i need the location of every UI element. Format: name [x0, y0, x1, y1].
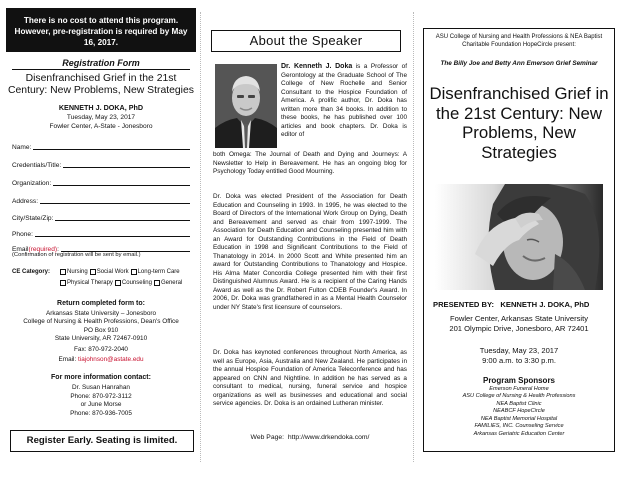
event-date-location	[6, 114, 196, 132]
long-term-care-checkbox[interactable]	[131, 269, 137, 275]
physical-therapy-option: Physical Therapy	[67, 279, 113, 286]
program-sponsors-title: Program Sponsors	[482, 376, 555, 385]
required-marker: (required)	[28, 246, 58, 253]
address-line[interactable]	[40, 203, 190, 204]
confirmation-note: (Confirmation of registration will be sent by email.)	[12, 252, 141, 258]
city-line[interactable]	[55, 220, 190, 221]
divider	[12, 69, 190, 70]
address-field[interactable]	[12, 194, 190, 205]
speaker-name: KENNETH J. DOKA, PhD	[58, 103, 144, 112]
web-page-link[interactable]: http://www.drkendoka.com/	[287, 434, 370, 441]
info-line: Phone: 870-936-7005	[70, 409, 132, 417]
speaker-photo	[215, 64, 277, 148]
bio-intro	[281, 62, 407, 140]
web-page-label: Web Page:	[250, 434, 285, 441]
ce-category-label: CE Category:	[12, 268, 51, 275]
info-title: For more information contact:	[51, 374, 151, 381]
fold-line	[200, 12, 201, 462]
about-speaker-heading: About the Speaker	[211, 30, 401, 52]
return-line: Arkansas State University – Jonesboro	[45, 310, 157, 317]
seminar-title: Disenfranchised Grief in the 21st Century: New Problems, New Strategies	[429, 84, 609, 162]
register-early-banner: Register Early. Seating is limited.	[10, 430, 194, 452]
info-contacts	[6, 384, 196, 419]
return-fax: Fax: 870-972-2040	[73, 346, 128, 354]
info-line: or June Morse	[80, 401, 122, 409]
phone-label: Phone:	[12, 231, 33, 238]
program-sponsors-list	[423, 386, 615, 438]
credentials-line[interactable]	[63, 167, 190, 168]
sponsor-item: FAMILIES, INC. Counseling Service	[474, 423, 564, 430]
nursing-checkbox[interactable]	[60, 269, 66, 275]
seminar-name: The Billy Joe and Betty Ann Emerson Grief Seminar	[440, 60, 598, 67]
event-location: Fowler Center, A-State - Jonesboro	[49, 122, 153, 130]
city-label: City/State/Zip:	[12, 215, 54, 222]
long-term-care-option: Long-term Care	[137, 268, 180, 275]
about-speaker-panel	[205, 0, 405, 480]
credentials-label: Credentials/Title:	[12, 162, 62, 169]
contact-email	[6, 356, 196, 363]
contact-email-label: Email:	[58, 356, 77, 363]
registration-form-title: Registration Form	[62, 58, 140, 68]
seminar-time: 9:00 a.m. to 3:30 p.m.	[482, 356, 556, 366]
venue	[423, 314, 615, 334]
return-address	[6, 310, 196, 355]
return-title: Return completed form to:	[57, 300, 145, 307]
event-title: Disenfranchised Grief in the 21st Century: New Problems, New Strategies	[8, 73, 194, 97]
city-field[interactable]	[12, 211, 190, 222]
sponsor-item: NEA Baptist Clinic	[496, 400, 542, 407]
organization-label: Organization:	[12, 180, 52, 187]
ce-category	[12, 266, 196, 288]
info-line: Dr. Susan Hanrahan	[72, 384, 130, 391]
bio-intro-continued: both Omega: The Journal of Death and Dying and Journeys: A Newsletter to Help in Bereavement. He has an ongoing blog for Psychology Today entitled Good Mourning.	[213, 151, 407, 176]
registration-panel	[6, 0, 196, 480]
phone-field[interactable]	[12, 227, 190, 238]
sponsor-item: ASU College of Nursing & Health Professions	[462, 393, 576, 400]
fold-line	[413, 12, 414, 462]
email-label-colon: :	[57, 246, 59, 253]
general-option: General	[160, 279, 183, 286]
bio-paragraph-2: Dr. Doka was elected President of the Association for Death Education and Counseling in 1993. In 1995, he was elected to the Board of Directors of the International Work Group on Dying, Death and Bereavement and served as chair from 1997-1999. The Association for Death Education and Counseling presented him with an Award for Outstanding Contributions in the Field of Death Education in 1998 and Significant Contributions to the Field of Thanatology in 2014. In 2000 Scott and White presented him an award for Outstanding Contributions to Thanatology and Hospice. His Alma Mater Concordia College presented him with their first Distinguished Alumnus Award. He is a recipient of the Caring Hands Award as well as the Dr. Robert Fulton CDEB Founder's Award. In 2006, Dr. Doka was grandfathered in as a Mental Health Counselor under NY State's first licensure of counselors.	[213, 193, 407, 311]
name-label: Name:	[12, 144, 32, 151]
sponsor-item: NEABCF HopeCircle	[493, 408, 545, 415]
physical-therapy-checkbox[interactable]	[60, 280, 66, 286]
counseling-checkbox[interactable]	[115, 280, 121, 286]
bio-paragraph-3: Dr. Doka has keynoted conferences throughout North America, as well as Europe, Asia, Australia and New Zealand. He participates in the annual Hospice Foundation of America Teleconference and has appeared on CNN and Nightline. In addition he has served as a consultant to medical, nursing, funeral service and hospice organizations as well as businesses and educational and social service agencies. Dr. Doka is an ordained Lutheran minister.	[213, 349, 407, 408]
email-label-text: Email	[12, 246, 29, 253]
web-page	[205, 434, 415, 441]
sponsor-item: Arkansas Geriatric Education Center	[473, 430, 565, 437]
presented-by-label: PRESENTED BY:	[433, 300, 495, 309]
date-time	[423, 346, 615, 366]
sponsor-item: Emerson Funeral Home	[489, 386, 549, 392]
nursing-option: Nursing	[67, 268, 88, 275]
contact-email-link[interactable]: tiajohnson@astate.edu	[78, 356, 144, 363]
phone-line[interactable]	[35, 236, 190, 237]
bio-intro-text: is a Professor of Gerontology at the Graduate School of The College of New Rochelle and Senior Consultant to the Hospice Foundation of America. A prolific author, Dr. Doka has written more than 34 books. In addition to these books, he has published over 100 articles and book chapters. Dr. Doka is editor of	[281, 63, 407, 139]
venue-line-2: 201 Olympic Drive, Jonesboro, AR 72401	[449, 323, 589, 333]
return-line: State University, AR 72467-0910	[54, 334, 148, 342]
organization-field[interactable]	[12, 176, 190, 187]
cost-notice: There is no cost to attend this program. However, pre-registration is required by May 16, 2017.	[6, 8, 196, 52]
presented-by	[433, 300, 613, 309]
general-checkbox[interactable]	[154, 280, 160, 286]
return-line: PO Box 910	[83, 326, 119, 334]
info-line: Phone: 870-972-3112	[70, 392, 132, 400]
grieving-woman-photo	[435, 184, 603, 290]
venue-line-1: Fowler Center, Arkansas State University	[449, 314, 588, 323]
event-date: Tuesday, May 23, 2017	[66, 114, 136, 121]
credentials-field[interactable]	[12, 158, 190, 169]
counseling-option: Counseling	[121, 279, 152, 286]
cover-panel	[423, 0, 615, 480]
seminar-date: Tuesday, May 23, 2017	[479, 346, 559, 355]
address-label: Address:	[12, 198, 39, 205]
presenter-name: KENNETH J. DOKA, PhD	[500, 300, 590, 309]
social-work-checkbox[interactable]	[90, 269, 96, 275]
sponsor-item: NEA Baptist Memorial Hospital	[480, 415, 558, 422]
presenting-organizations: ASU College of Nursing and Health Professions & NEA Baptist Charitable Foundation HopeCircle present:	[435, 34, 603, 48]
organization-line[interactable]	[53, 185, 190, 186]
return-line: College of Nursing & Health Professions, Dean's Office	[23, 318, 179, 326]
social-work-option: Social Work	[96, 268, 129, 275]
name-line[interactable]	[33, 149, 190, 150]
bio-name: Dr. Kenneth J. Doka	[281, 63, 353, 70]
name-field[interactable]	[12, 140, 190, 151]
